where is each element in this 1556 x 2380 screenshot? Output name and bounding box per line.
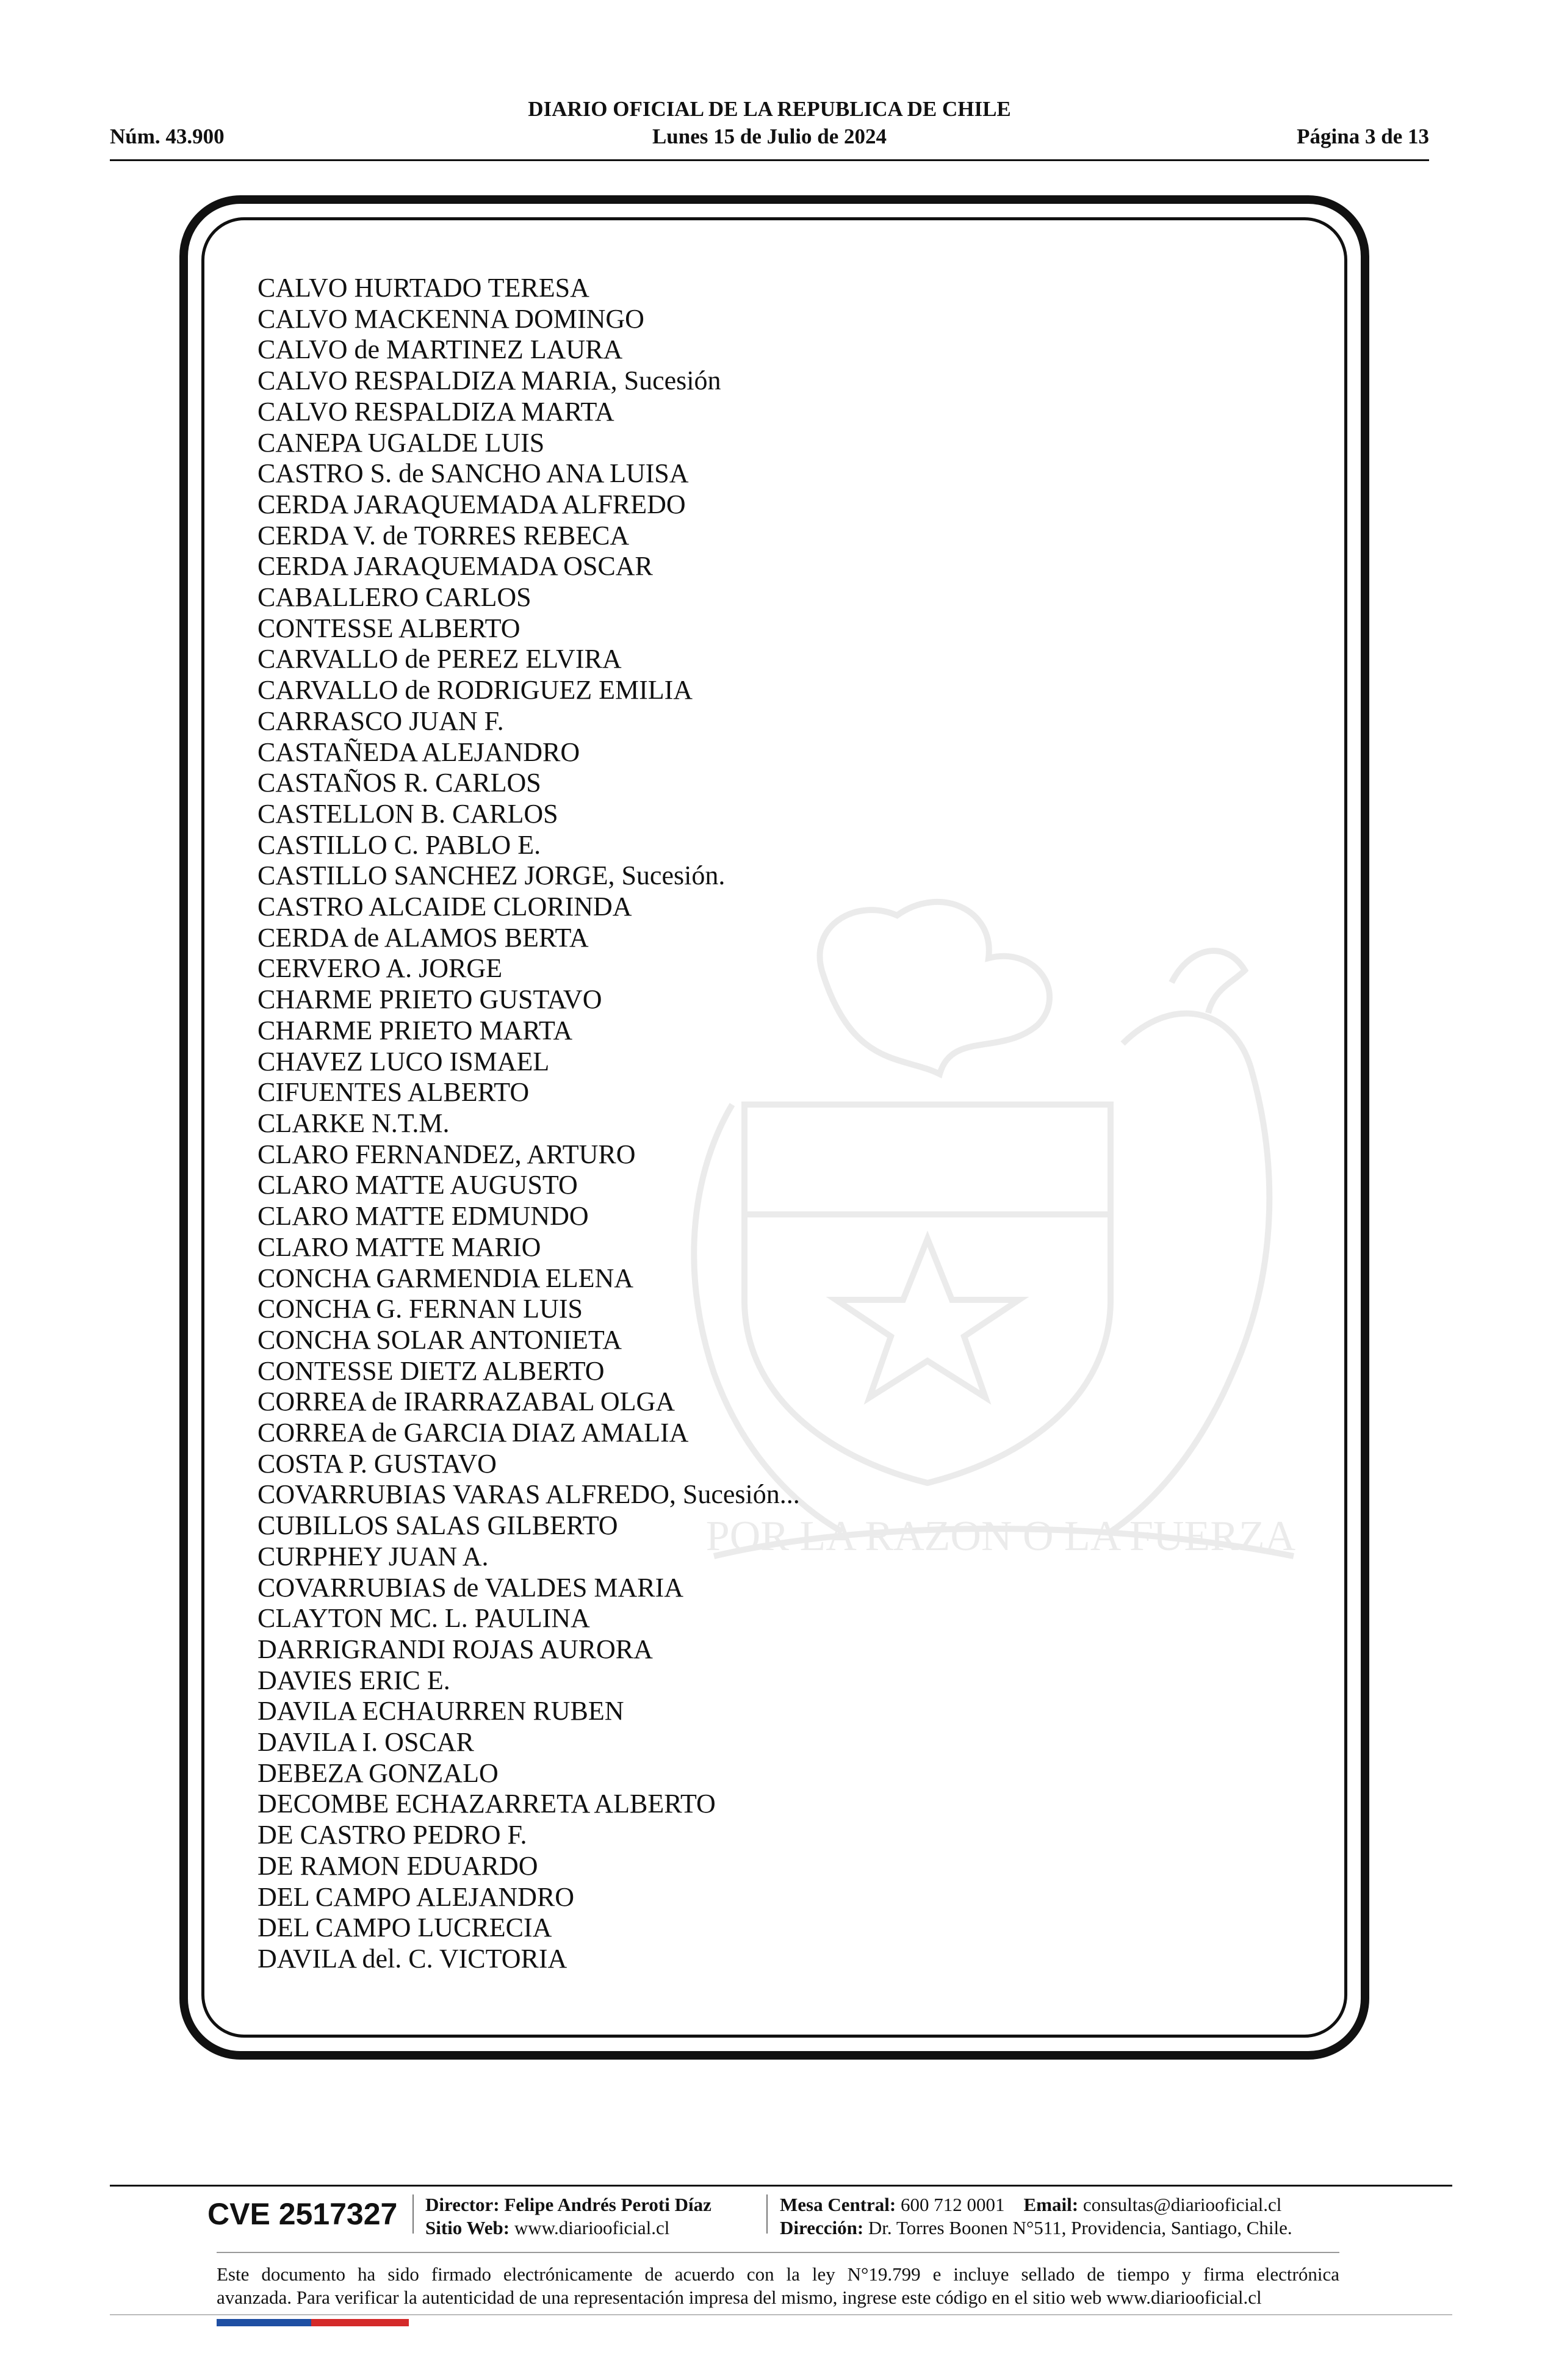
address-text: Dr. Torres Boonen N°511, Providencia, Santiago, Chile. [868, 2217, 1292, 2238]
footer-director-block [425, 2193, 711, 2240]
watermark-motto: POR LA RAZON O LA FUERZA [705, 1513, 1296, 1560]
list-item: DEBEZA GONZALO [258, 1758, 499, 1788]
list-item: DAVILA I. OSCAR [258, 1727, 474, 1758]
list-item: CANEPA UGALDE LUIS [258, 427, 545, 458]
footer-divider-top [110, 2185, 1452, 2187]
list-item: CALVO RESPALDIZA MARTA [258, 396, 614, 427]
list-item: CABALLERO CARLOS [258, 582, 531, 613]
names-list [258, 273, 800, 1975]
list-item: CLARKE N.T.M. [258, 1108, 450, 1138]
director-label: Director: [425, 2194, 500, 2215]
list-item: DE CASTRO PEDRO F. [258, 1820, 527, 1850]
issue-date: Lunes 15 de Julio de 2024 [652, 124, 887, 148]
list-item: DARRIGRANDI ROJAS AURORA [258, 1634, 653, 1664]
list-item: CASTAÑEDA ALEJANDRO [258, 737, 580, 767]
footer-divider-mid [217, 2252, 1339, 2253]
footer-divider-bottom [110, 2314, 1452, 2315]
list-item: CHAVEZ LUCO ISMAEL [258, 1046, 550, 1076]
website-link[interactable]: www.diariooficial.cl [514, 2217, 670, 2238]
list-item: CIFUENTES ALBERTO [258, 1077, 530, 1108]
phone-label: Mesa Central: [780, 2194, 896, 2215]
list-item: CALVO HURTADO TERESA [258, 273, 589, 303]
address-label: Dirección: [780, 2217, 864, 2238]
footer-separator [766, 2194, 768, 2234]
list-item: CONCHA G. FERNAN LUIS [258, 1294, 583, 1324]
list-item: DAVILA ECHAURREN RUBEN [258, 1696, 624, 1726]
email-link[interactable]: consultas@diariooficial.cl [1082, 2194, 1282, 2215]
list-item: CONTESSE ALBERTO [258, 613, 520, 643]
list-item: CASTELLON B. CARLOS [258, 798, 558, 829]
list-item: CASTILLO SANCHEZ JORGE, Sucesión. [258, 860, 726, 891]
list-item: CERDA JARAQUEMADA ALFREDO [258, 489, 686, 519]
list-item: CONCHA SOLAR ANTONIETA [258, 1324, 622, 1355]
list-item: CORREA de GARCIA DIAZ AMALIA [258, 1418, 689, 1448]
list-item: DEL CAMPO LUCRECIA [258, 1913, 552, 1943]
list-item: DECOMBE ECHAZARRETA ALBERTO [258, 1789, 716, 1819]
list-item: COSTA P. GUSTAVO [258, 1448, 497, 1479]
page-header [110, 95, 1429, 161]
list-item: DAVILA del. C. VICTORIA [258, 1943, 567, 1974]
list-item: CLARO MATTE AUGUSTO [258, 1170, 578, 1200]
list-item: CUBILLOS SALAS GILBERTO [258, 1510, 618, 1541]
email-label: Email: [1023, 2194, 1079, 2215]
publication-title: DIARIO OFICIAL DE LA REPUBLICA DE CHILE [528, 97, 1011, 121]
cve-code: CVE 2517327 [207, 2197, 398, 2231]
director-name: Felipe Andrés Peroti Díaz [504, 2194, 711, 2215]
list-item: CURPHEY JUAN A. [258, 1541, 489, 1571]
list-item: CHARME PRIETO MARTA [258, 1015, 573, 1045]
list-item: CASTRO ALCAIDE CLORINDA [258, 892, 632, 922]
list-item: CALVO MACKENNA DOMINGO [258, 303, 644, 334]
website-label: Sitio Web: [425, 2217, 510, 2238]
list-item: CLARO MATTE MARIO [258, 1231, 541, 1262]
footer-separator [412, 2194, 414, 2234]
flag-stripe-blue [217, 2319, 311, 2326]
list-item: CLARO MATTE EDMUNDO [258, 1201, 589, 1231]
list-item: CASTILLO C. PABLO E. [258, 829, 541, 860]
legal-line: avanzada. Para verificar la autenticidad de una representación impresa del mismo, ingrese este código en el sitio web www.diariooficial.cl [217, 2287, 1262, 2308]
list-item: CERDA JARAQUEMADA OSCAR [258, 551, 653, 582]
list-item: CLARO FERNANDEZ, ARTURO [258, 1139, 636, 1169]
list-item: CARVALLO de RODRIGUEZ EMILIA [258, 675, 693, 705]
list-item: CASTRO S. de SANCHO ANA LUISA [258, 458, 689, 489]
list-item: CONTESSE DIETZ ALBERTO [258, 1355, 605, 1386]
issue-number: Núm. 43.900 [110, 124, 225, 148]
legal-line: Este documento ha sido firmado electrónicamente de acuerdo con la ley N°19.799 e incluye sellado de tiempo y firma electrónica [217, 2263, 1339, 2285]
list-item: CASTAÑOS R. CARLOS [258, 768, 541, 798]
list-item: CONCHA GARMENDIA ELENA [258, 1263, 633, 1293]
legal-notice [217, 2263, 1339, 2309]
list-item: CARRASCO JUAN F. [258, 705, 504, 736]
list-item: CERDA V. de TORRES REBECA [258, 520, 630, 550]
list-item: DE RAMON EDUARDO [258, 1850, 538, 1881]
footer-contact-block [780, 2193, 1292, 2240]
list-item: CERDA de ALAMOS BERTA [258, 922, 589, 953]
list-item: CORREA de IRARRAZABAL OLGA [258, 1387, 675, 1417]
list-item: CALVO de MARTINEZ LAURA [258, 334, 623, 365]
list-item: CARVALLO de PEREZ ELVIRA [258, 644, 622, 674]
list-item: DEL CAMPO ALEJANDRO [258, 1881, 575, 1912]
list-item: COVARRUBIAS de VALDES MARIA [258, 1572, 684, 1603]
list-item: DAVIES ERIC E. [258, 1665, 450, 1695]
page-number: Página 3 de 13 [1297, 124, 1429, 148]
list-item: CHARME PRIETO GUSTAVO [258, 984, 602, 1015]
phone-number: 600 712 0001 [901, 2194, 1005, 2215]
list-item: CALVO RESPALDIZA MARIA, Sucesión [258, 366, 721, 396]
flag-stripe-red [311, 2319, 409, 2326]
list-item: COVARRUBIAS VARAS ALFREDO, Sucesión... [258, 1479, 800, 1510]
list-item: CERVERO A. JORGE [258, 953, 503, 984]
list-item: CLAYTON MC. L. PAULINA [258, 1603, 590, 1634]
